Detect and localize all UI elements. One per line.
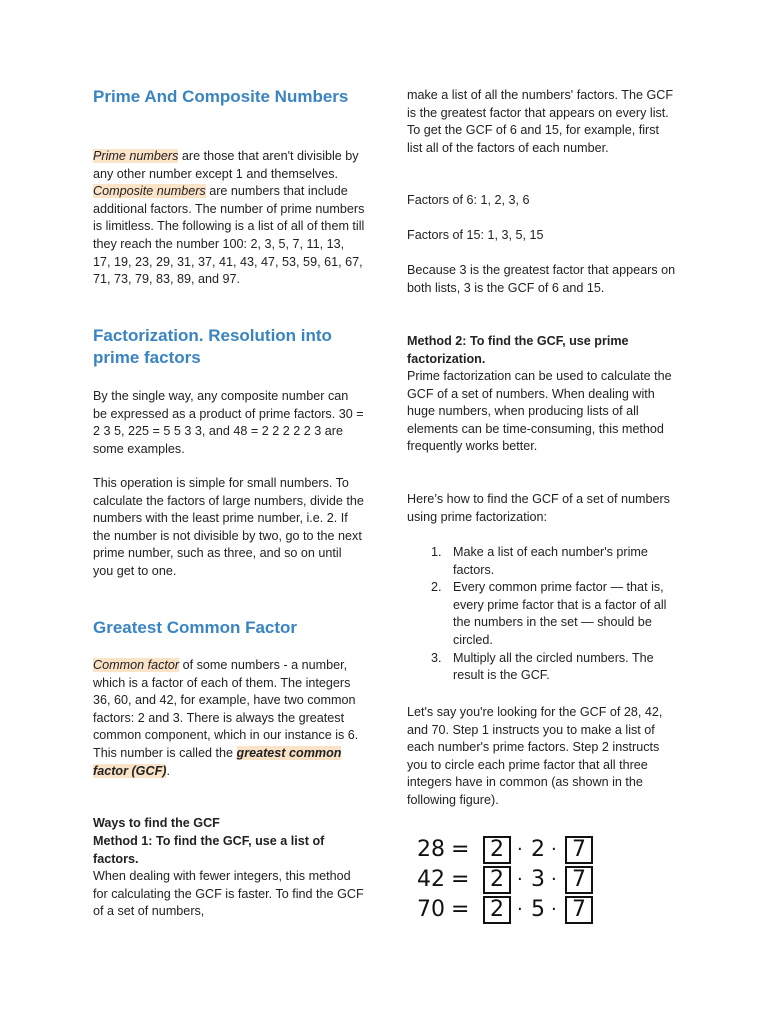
method-1-text: When dealing with fewer integers, this method for calculating the GCF is faster. To find the GCF of a set of numbers, xyxy=(93,869,364,919)
multiply-dot: · xyxy=(517,899,523,920)
method-1-title: Method 1: To find the GCF, use a list of factors. xyxy=(93,834,325,866)
heading-factorization: Factorization. Resolution into prime factors xyxy=(93,326,332,367)
text-span: are numbers that include additional factors. The number of prime numbers is limitless. The following is a list of all of them till they reach the number 100: 2, 3, 5, 7, 11, 13, 17, 19, 23, 29, 31, 37, 41, 43, 47, 53, 59, 61, 67, 71, 73, 79, 83, 89, and 97. xyxy=(93,184,365,287)
highlight-composite-numbers: Composite numbers xyxy=(93,184,206,199)
step-text: Every common prime factor — that is, every prime factor that is a factor of all the numbers in the set — should be circled. xyxy=(453,580,667,647)
steps-list xyxy=(407,544,677,685)
multiply-dot: · xyxy=(551,869,557,890)
list-item xyxy=(407,544,677,579)
prime-factor-figure xyxy=(417,828,617,928)
step-text: Make a list of each number's prime factors. xyxy=(453,545,648,577)
heading-gcf: Greatest Common Factor xyxy=(93,618,298,637)
factor: 5 xyxy=(531,897,545,922)
multiply-dot: · xyxy=(517,839,523,860)
highlight-prime-numbers: Prime numbers xyxy=(93,149,179,163)
paragraph-factorization-2: This operation is simple for small numbers. To calculate the factors of large numbers, divide the numbers with the least prime number, i.e. 2. If the number is not divisible by two, go to the next prime number, such as three, and so on until you get to one. xyxy=(93,476,364,578)
text-span: are those that aren't divisible by any other number except 1 and themselves. xyxy=(93,149,359,181)
boxed-factor: 2 xyxy=(483,896,511,924)
equals-sign: = xyxy=(451,867,470,892)
paragraph-factorization-1: By the single way, any composite number can be expressed as a product of prime factors. 30 = 2 3 5, 225 = 5 5 3 3, and 48 = 2 2 2 2 2 3 are some examples. xyxy=(93,389,364,456)
highlight-gcf: greatest common factor (GCF) xyxy=(93,745,342,778)
multiply-dot: · xyxy=(551,839,557,860)
paragraph-common-factor xyxy=(93,657,365,780)
factors-of-15: Factors of 15: 1, 3, 5, 15 xyxy=(407,228,544,242)
step-number: 2. xyxy=(431,580,442,595)
equals-sign: = xyxy=(451,897,470,922)
boxed-factor: 2 xyxy=(483,866,511,894)
equals-sign: = xyxy=(451,837,470,862)
multiply-dot: · xyxy=(517,869,523,890)
list-item xyxy=(407,650,677,685)
boxed-factor: 7 xyxy=(565,836,593,864)
text-span: . xyxy=(166,763,170,778)
factors-of-6: Factors of 6: 1, 2, 3, 6 xyxy=(407,193,530,207)
highlight-common-factor: Common factor xyxy=(93,658,180,672)
step-number: 1. xyxy=(431,545,442,559)
figure-number: 42 xyxy=(417,867,445,892)
multiply-dot: · xyxy=(551,899,557,920)
boxed-factor: 7 xyxy=(565,866,593,894)
heading-ways-gcf: Ways to find the GCF xyxy=(93,816,220,830)
factor: 3 xyxy=(531,867,545,892)
step-text: Multiply all the circled numbers. The result is the GCF. xyxy=(453,650,654,683)
paragraph-prime-factorization-howto: Here’s how to find the GCF of a set of numbers using prime factorization: xyxy=(407,492,670,524)
paragraph-gcf-6-15: Because 3 is the greatest factor that appears on both lists, 3 is the GCF of 6 and 15. xyxy=(407,263,676,295)
method-2-title: Method 2: To find the GCF, use prime factorization. xyxy=(407,334,629,366)
paragraph-factor-list: make a list of all the numbers' factors. The GCF is the greatest factor that appears on every list. To get the GCF of 6 and 15, for example, first list all of the factors of each number. xyxy=(407,88,674,155)
step-number: 3. xyxy=(431,650,442,665)
boxed-factor: 7 xyxy=(565,896,593,924)
list-item xyxy=(407,579,677,649)
text-span: of some numbers - a number, which is a factor of each of them. The integers 36, 60, and 42, for example, have two common factors: 2 and 3. There is always the greatest common component, which in our instance is 6. This number is called the xyxy=(93,658,359,760)
paragraph-gcf-example: Let's say you're looking for the GCF of 28, 42, and 70. Step 1 instructs you to make a list of each number's prime factors. Step 2 instructs you to circle each prime factor that all three integers have in common (as shown in the following figure). xyxy=(407,705,663,807)
heading-prime-composite: Prime And Composite Numbers xyxy=(93,87,349,106)
method-2-text: Prime factorization can be used to calculate the GCF of a set of numbers. When dealing with huge numbers, when producing lists of all elements can be time-consuming, this method frequently works better. xyxy=(407,369,672,454)
factor: 2 xyxy=(531,837,545,862)
figure-number: 28 xyxy=(417,837,445,862)
figure-number: 70 xyxy=(417,897,445,922)
boxed-factor: 2 xyxy=(483,836,511,864)
paragraph-prime-numbers xyxy=(93,148,365,289)
